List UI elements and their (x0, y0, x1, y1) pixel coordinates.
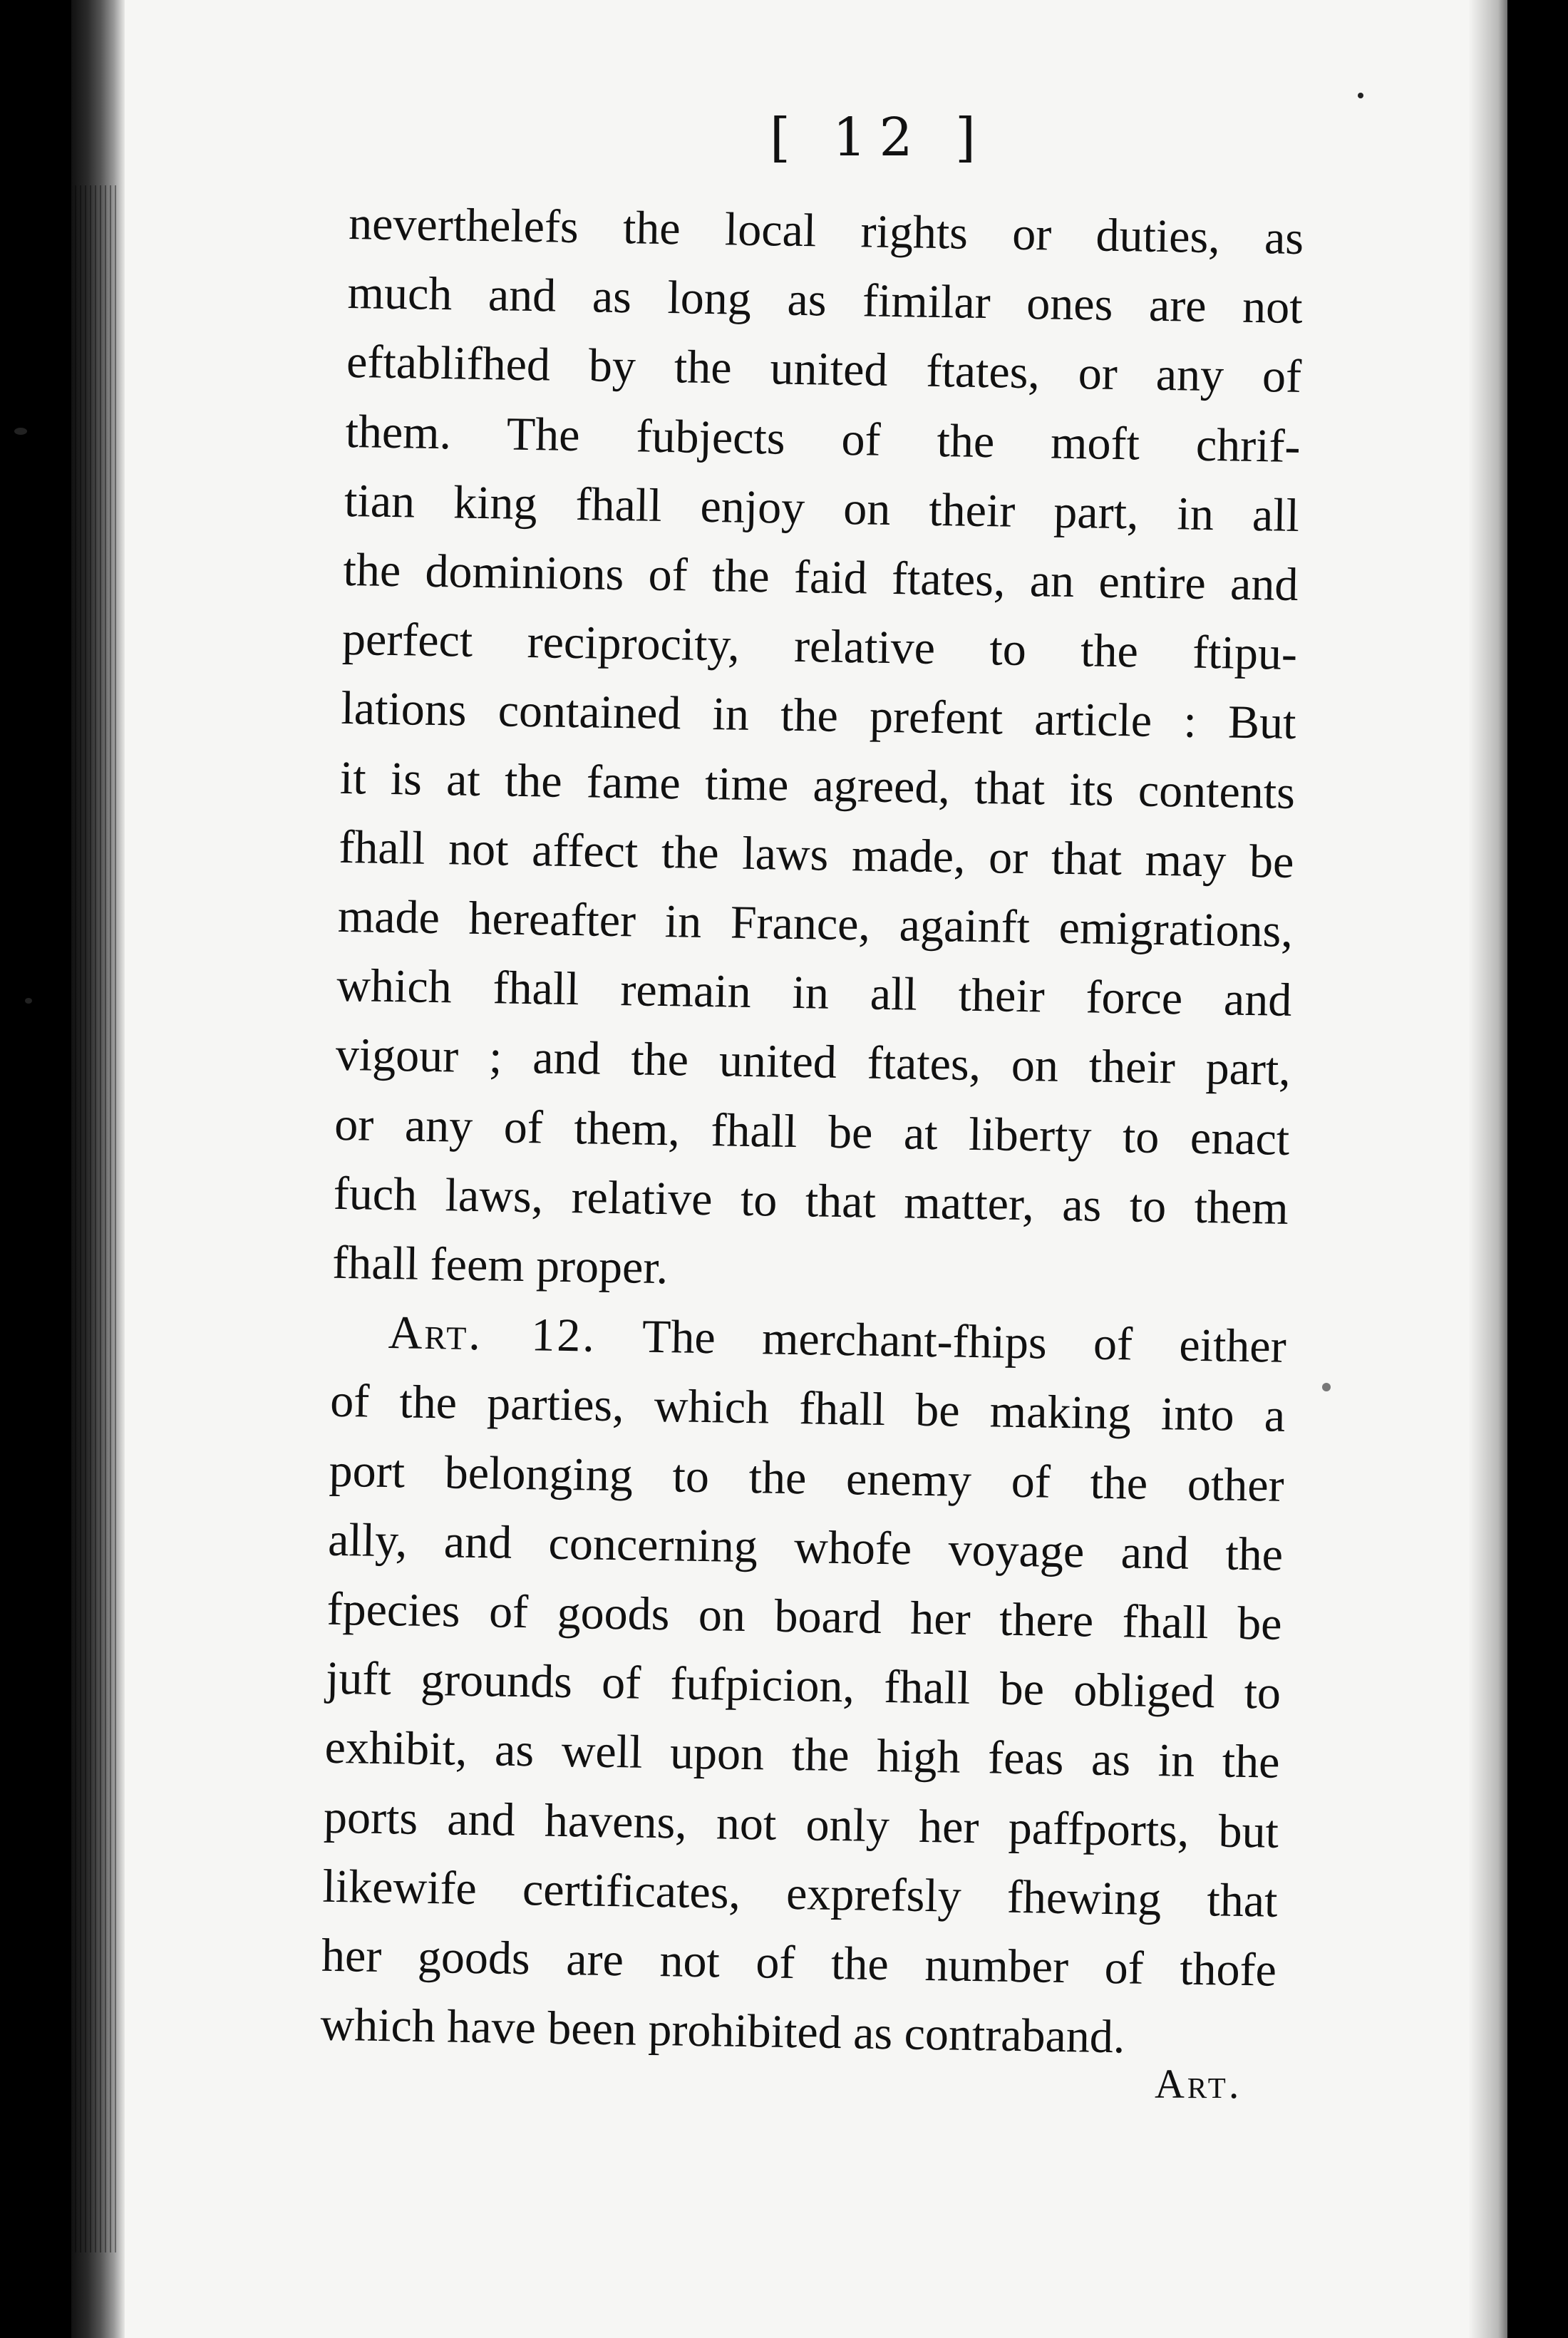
text-line: fuch laws, relative to that matter, as to them (333, 1167, 1289, 1235)
binding-edge-lines (75, 185, 118, 2252)
text-line: fpecies of goods on board her there fhall be (326, 1582, 1283, 1650)
scan-speck (25, 998, 32, 1004)
text-line: tian king fhall enjoy on their part, in all (344, 474, 1300, 542)
text-line: fhall not affect the laws made, or that may be (338, 820, 1294, 888)
text-line: them. The fubjects of the moft chrif- (345, 405, 1301, 473)
scan-speck (1358, 93, 1363, 98)
text-line: fhall feem proper. (331, 1236, 669, 1294)
text-line: eftablifhed by the united ftates, or any of (346, 336, 1302, 403)
text-line: which fhall remain in all their force and (336, 959, 1292, 1027)
scan-speck (14, 428, 27, 435)
right-border (1507, 0, 1568, 2338)
text-line: neverthelefs the local rights or duties, as (348, 197, 1304, 265)
text-line: lations contained in the prefent article : But (340, 682, 1296, 750)
text-line: her goods are not of the number of thofe (321, 1929, 1277, 1997)
text-line: which have been prohibited as contraband. (319, 1998, 1125, 2064)
page-number-header: [ 12 ] (770, 107, 989, 168)
article-label: Art. 12. (388, 1307, 597, 1362)
text-line: of the parties, which fhall be making into a (329, 1375, 1286, 1443)
text-line: likewife certificates, exprefsly fhewing that (322, 1860, 1279, 1927)
article-opening-text: The merchant-fhips of either (641, 1310, 1287, 1374)
scan-speck (1322, 1383, 1331, 1391)
catchword: Art. (1155, 2061, 1242, 2107)
text-line: it is at the fame time agreed, that its contents (339, 751, 1296, 819)
body-text (320, 189, 1304, 2074)
text-line: ally, and concerning whofe voyage and the (327, 1513, 1284, 1581)
text-line: exhibit, as well upon the high feas as in the (324, 1721, 1281, 1789)
text-line: juft grounds of fufpicion, fhall be obliged to (325, 1652, 1281, 1720)
text-line: ports and havens, not only her paffports, but (323, 1791, 1279, 1858)
text-line: vigour ; and the united ftates, on their part, (335, 1029, 1291, 1096)
text-line: the dominions of the faid ftates, an entire and (343, 543, 1299, 611)
text-line: perfect reciprocity, relative to the ftipu- (341, 613, 1298, 681)
text-line: or any of them, fhall be at liberty to enact (334, 1098, 1290, 1165)
text-line: much and as long as fimilar ones are not (347, 267, 1304, 334)
text-line: made hereafter in France, againft emigrations, (337, 890, 1294, 957)
text-line: port belonging to the enemy of the other (329, 1444, 1285, 1512)
